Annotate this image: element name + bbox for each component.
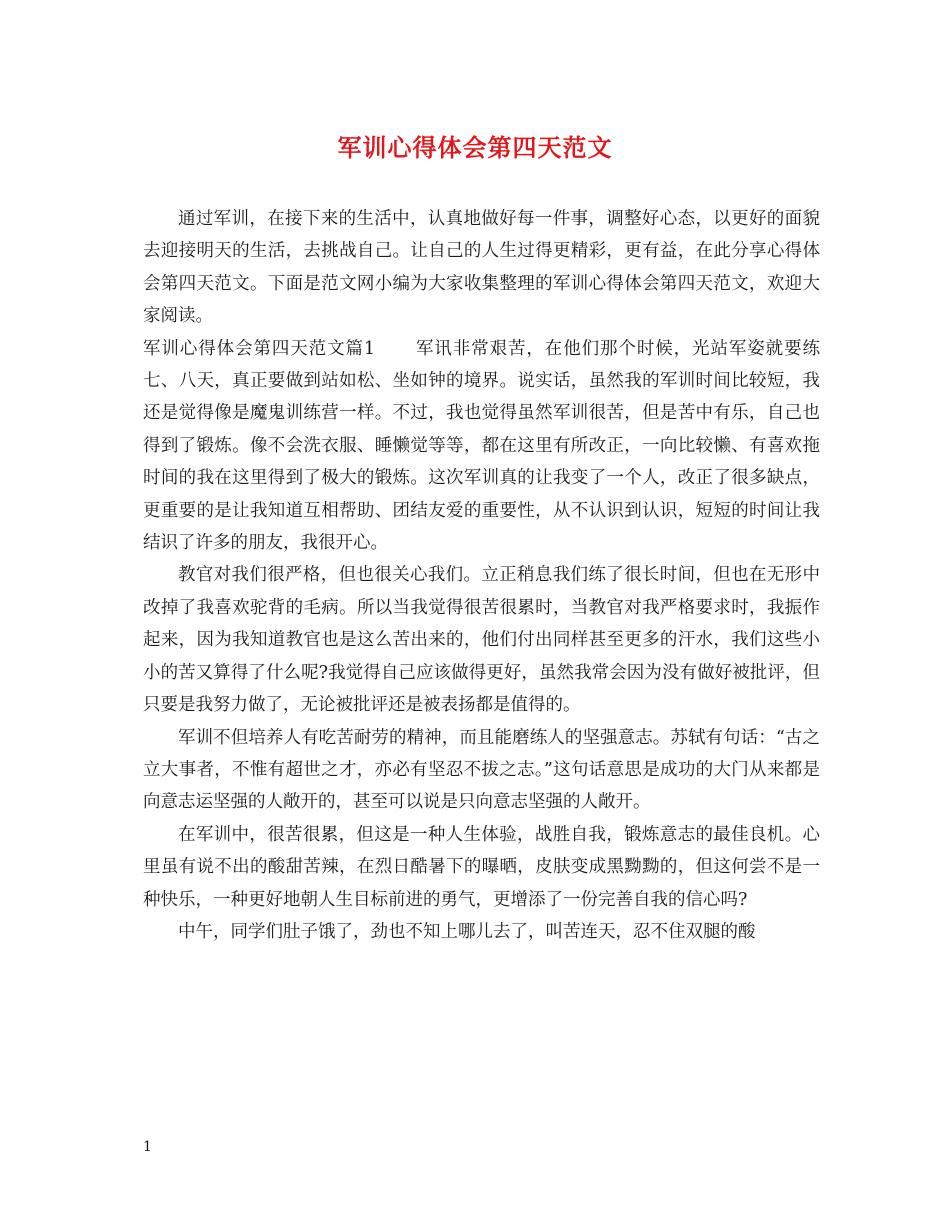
- paragraph-2: 教官对我们很严格，但也很关心我们。立正稍息我们练了很长时间，但也在无形中改掉了我喜欢驼背的毛病。所以当我觉得很苦很累时，当教官对我严格要求时，我振作起来，因为我知道教官也是这么苦出来的，他们付出同样甚至更多的汗水，我们这些小小的苦又算得了什么呢?我觉得自己应该做得更好，虽然我常会因为没有做好被批评，但只要是我努力做了，无论被批评还是被表扬都是值得的。: [143, 565, 820, 716]
- section-label: 军训心得体会第四天范文篇1: [143, 338, 376, 359]
- document-body: [143, 203, 820, 948]
- document-title: 军训心得体会第四天范文: [337, 133, 613, 162]
- page-number: 1: [143, 1139, 152, 1155]
- paragraph-3: 军训不但培养人有吃苦耐劳的精神，而且能磨练人的坚强意志。苏轼有句话：“古之立大事者，不惟有超世之才，亦必有坚忍不拔之志。”这句话意思是成功的大门从来都是向意志运坚强的人敞开的，甚至可以说是只向意志坚强的人敞开。: [143, 727, 820, 813]
- paragraph-5: 中午，同学们肚子饿了，劲也不知上哪儿去了，叫苦连天，忍不住双腿的酸: [178, 921, 756, 942]
- section-text: 军讯非常艰苦，在他们那个时候，光站军姿就要练七、八天，真正要做到站如松、坐如钟的境界。说实话，虽然我的军训时间比较短，我还是觉得像是魔鬼训练营一样。不过，我也觉得虽然军训很苦，但是苦中有乐，自己也得到了锻炼。像不会洗衣服、睡懒觉等等，都在这里有所改正，一向比较懒、有喜欢拖时间的我在这里得到了极大的锻炼。这次军训真的让我变了一个人，改正了很多缺点，更重要的是让我知道互相帮助、团结友爱的重要性，从不认识到认识，短短的时间让我结识了许多的朋友，我很开心。: [143, 338, 820, 554]
- intro-paragraph: 通过军训，在接下来的生活中，认真地做好每一件事，调整好心态，以更好的面貌去迎接明天的生活，去挑战自己。让自己的人生过得更精彩，更有益，在此分享心得体会第四天范文。下面是范文网小编为大家收集整理的军训心得体会第四天范文，欢迎大家阅读。: [143, 209, 820, 327]
- section-paragraph: [143, 333, 820, 560]
- paragraph-4: 在军训中，很苦很累，但这是一种人生体验，战胜自我，锻炼意志的最佳良机。心里虽有说不出的酸甜苦辣，在烈日酷暑下的曝晒，皮肤变成黑黝黝的，但这何尝不是一种快乐，一种更好地朝人生目标前进的勇气，更增添了一份完善自我的信心吗?: [143, 824, 820, 910]
